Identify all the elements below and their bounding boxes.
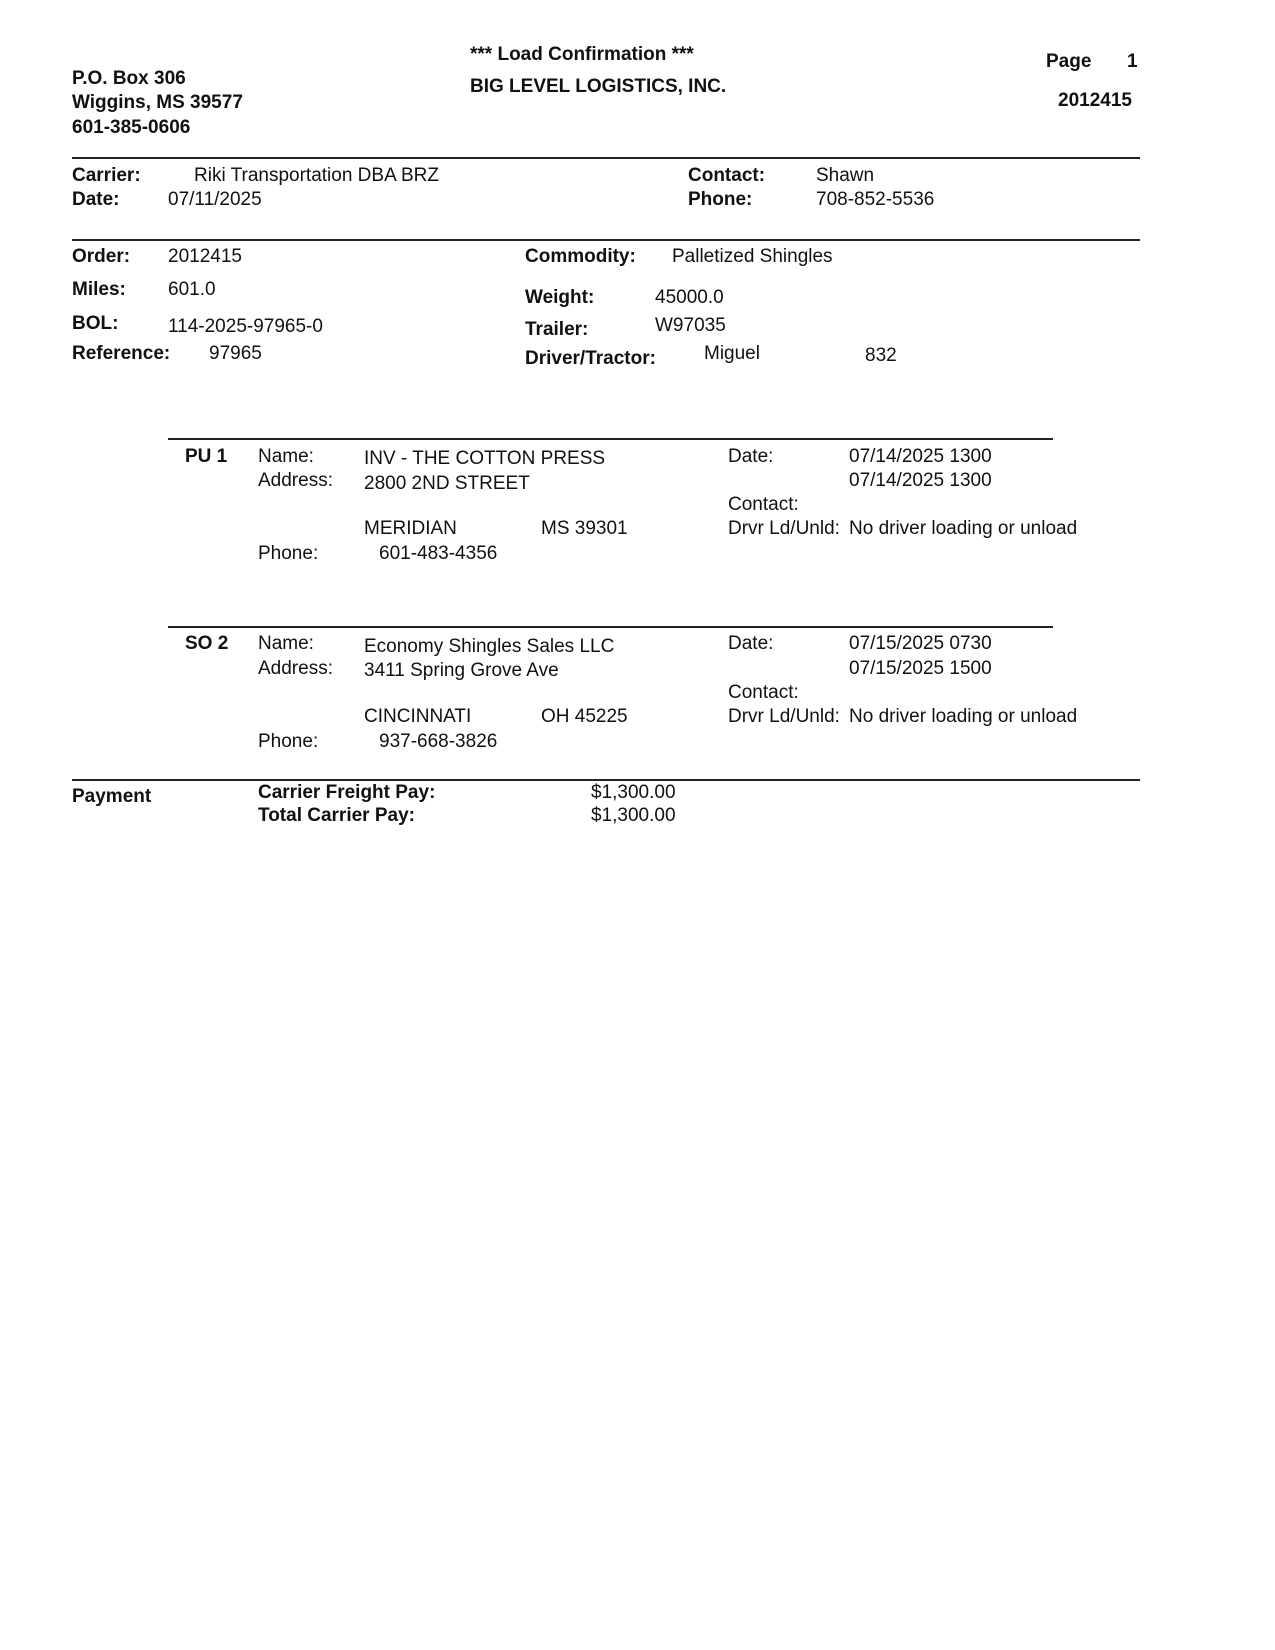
total-pay-value: $1,300.00: [591, 805, 676, 826]
stop-1-name-label: Name:: [258, 446, 314, 467]
driver-value: Miguel: [704, 343, 760, 364]
page-label: Page: [1046, 51, 1092, 72]
stop-2-state-zip: OH 45225: [541, 706, 628, 727]
stop-2-date-label: Date:: [728, 633, 774, 654]
stop-2-date-2: 07/15/2025 1500: [849, 658, 992, 679]
stop-1-state-zip: MS 39301: [541, 518, 628, 539]
stop-1-date-1: 07/14/2025 1300: [849, 446, 992, 467]
stop-1-address: 2800 2ND STREET: [364, 473, 530, 494]
company-name: BIG LEVEL LOGISTICS, INC.: [470, 76, 727, 97]
reference-value: 97965: [209, 343, 262, 364]
stop-2-phone-label: Phone:: [258, 731, 319, 752]
bol-label: BOL:: [72, 313, 119, 334]
miles-label: Miles:: [72, 279, 126, 300]
freight-pay-value: $1,300.00: [591, 782, 676, 803]
stop-2-drvr-label: Drvr Ld/Unld:: [728, 706, 840, 727]
trailer-label: Trailer:: [525, 319, 589, 340]
contact-value: Shawn: [816, 165, 875, 186]
weight-value: 45000.0: [655, 287, 724, 308]
stop-2-name: Economy Shingles Sales LLC: [364, 636, 615, 657]
stop-2-city: CINCINNATI: [364, 706, 472, 727]
stop-1-city: MERIDIAN: [364, 518, 457, 539]
total-pay-label: Total Carrier Pay:: [258, 805, 415, 826]
divider-payment: [72, 779, 1140, 781]
phone-value: 708-852-5536: [816, 189, 935, 210]
address-line-2: Wiggins, MS 39577: [72, 92, 243, 113]
bol-value: 114-2025-97965-0: [168, 316, 323, 337]
stop-1-divider: [168, 438, 1053, 440]
stop-2-address-label: Address:: [258, 658, 333, 679]
address-line-1: P.O. Box 306: [72, 68, 186, 89]
stop-2-code: SO 2: [185, 633, 229, 654]
stop-1-phone-label: Phone:: [258, 543, 319, 564]
stop-1-code: PU 1: [185, 446, 228, 467]
stop-2-contact-label: Contact:: [728, 682, 799, 703]
document-title: *** Load Confirmation ***: [470, 44, 694, 65]
miles-value: 601.0: [168, 279, 216, 300]
stop-1-drvr-value: No driver loading or unload: [849, 518, 1078, 539]
stop-1-contact-label: Contact:: [728, 494, 799, 515]
stop-2-date-1: 07/15/2025 0730: [849, 633, 992, 654]
stop-2-drvr-value: No driver loading or unload: [849, 706, 1078, 727]
freight-pay-label: Carrier Freight Pay:: [258, 782, 436, 803]
date-value: 07/11/2025: [168, 189, 262, 210]
stop-2-divider: [168, 626, 1053, 628]
commodity-label: Commodity:: [525, 246, 636, 267]
commodity-value: Palletized Shingles: [672, 246, 833, 267]
stop-1-drvr-label: Drvr Ld/Unld:: [728, 518, 840, 539]
stop-2-name-label: Name:: [258, 633, 314, 654]
tractor-value: 832: [865, 345, 897, 366]
address-line-3: 601-385-0606: [72, 117, 191, 138]
stop-2-phone: 937-668-3826: [379, 731, 498, 752]
divider-carrier: [72, 239, 1140, 241]
stop-1-date-label: Date:: [728, 446, 774, 467]
page-number: 1: [1127, 51, 1138, 72]
driver-tractor-label: Driver/Tractor:: [525, 348, 656, 369]
stop-1-phone: 601-483-4356: [379, 543, 498, 564]
order-label: Order:: [72, 246, 131, 267]
date-label: Date:: [72, 189, 120, 210]
trailer-value: W97035: [655, 315, 726, 336]
carrier-label: Carrier:: [72, 165, 141, 186]
divider-top: [72, 157, 1140, 159]
order-value: 2012415: [168, 246, 242, 267]
stop-1-name: INV - THE COTTON PRESS: [364, 448, 606, 469]
header-doc-number: 2012415: [1058, 90, 1132, 111]
payment-label: Payment: [72, 786, 152, 807]
carrier-value: Riki Transportation DBA BRZ: [194, 165, 439, 186]
stop-1-date-2: 07/14/2025 1300: [849, 470, 992, 491]
contact-label: Contact:: [688, 165, 766, 186]
stop-1-address-label: Address:: [258, 470, 333, 491]
stop-2-address: 3411 Spring Grove Ave: [364, 660, 559, 681]
phone-label: Phone:: [688, 189, 753, 210]
reference-label: Reference:: [72, 343, 171, 364]
weight-label: Weight:: [525, 287, 595, 308]
